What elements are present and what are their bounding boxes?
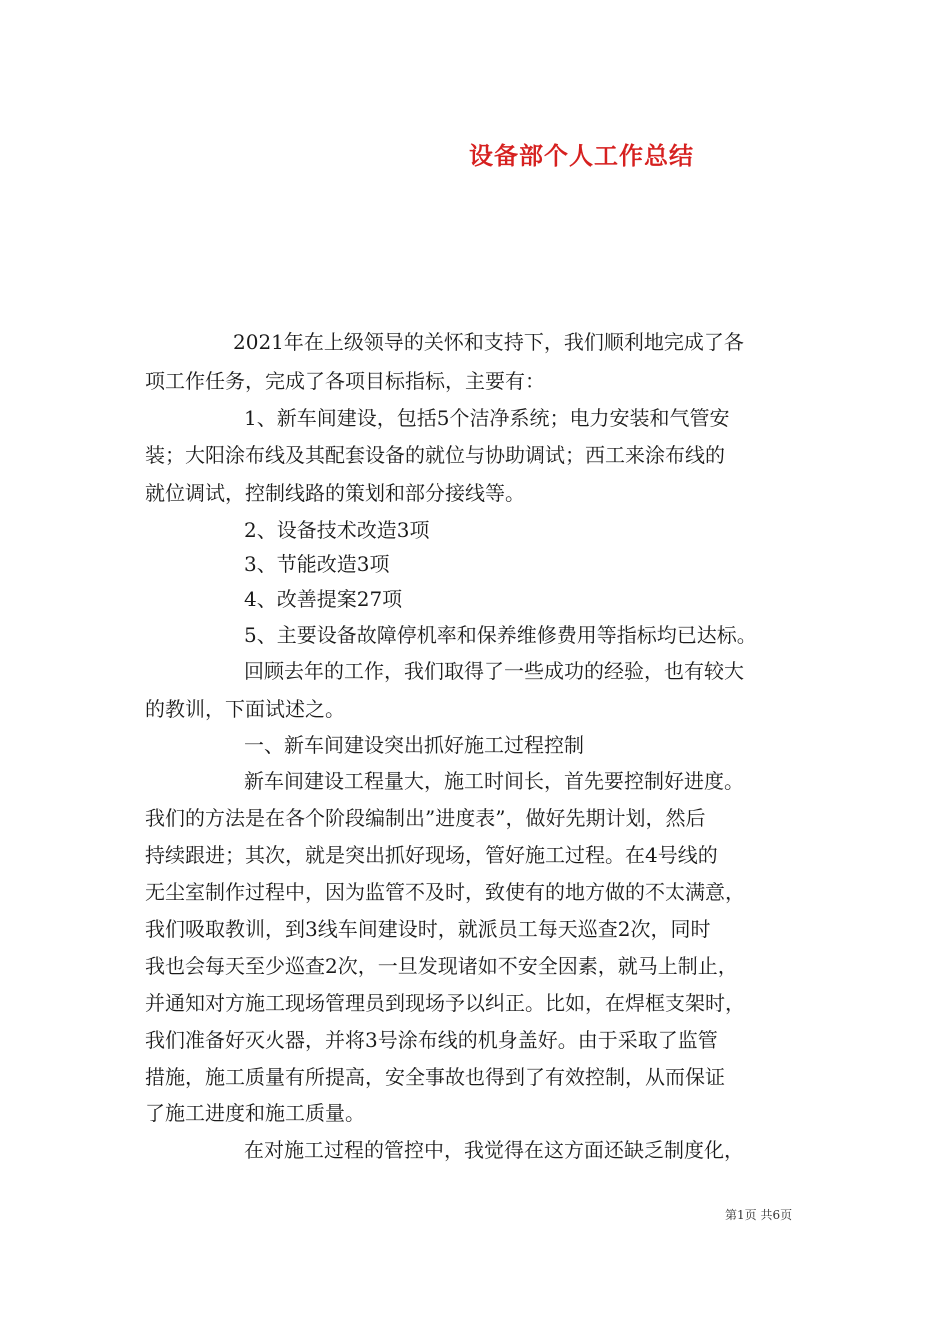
paragraph-line-9: 5、主要设备故障停机率和保养维修费用等指标均已达标。 xyxy=(244,623,757,647)
paragraph-line-22: 在对施工过程的管控中，我觉得在这方面还缺乏制度化， xyxy=(244,1138,744,1162)
section-heading-1: 一、新车间建设突出抓好施工过程控制 xyxy=(244,733,584,757)
paragraph-line-2: 项工作任务，完成了各项目标指标，主要有： xyxy=(145,369,545,393)
paragraph-line-16: 我们吸取教训，到3线车间建设时，就派员工每天巡查2次，同时 xyxy=(145,917,711,941)
paragraph-line-18: 并通知对方施工现场管理员到现场予以纠正。比如，在焊框支架时， xyxy=(145,991,745,1015)
document-title: 设备部个人工作总结 xyxy=(469,141,694,170)
page-footer: 第1页 共6页 xyxy=(725,1208,793,1222)
paragraph-line-19: 我们准备好灭火器，并将3号涂布线的机身盖好。由于采取了监管 xyxy=(145,1028,718,1052)
paragraph-line-15: 无尘室制作过程中，因为监管不及时，致使有的地方做的不太满意， xyxy=(145,880,745,904)
paragraph-line-8: 4、改善提案27项 xyxy=(244,587,403,611)
paragraph-line-1: 2021年在上级领导的关怀和支持下，我们顺利地完成了各 xyxy=(233,330,744,354)
paragraph-line-17: 我也会每天至少巡查2次，一旦发现诸如不安全因素，就马上制止， xyxy=(145,954,738,978)
paragraph-line-10: 回顾去年的工作，我们取得了一些成功的经验，也有较大 xyxy=(244,659,744,683)
paragraph-line-21: 了施工进度和施工质量。 xyxy=(145,1101,365,1125)
paragraph-line-5: 就位调试，控制线路的策划和部分接线等。 xyxy=(145,481,525,505)
paragraph-line-4: 装；大阳涂布线及其配套设备的就位与协助调试；西工来涂布线的 xyxy=(145,443,725,467)
paragraph-line-3: 1、新车间建设，包括5个洁净系统；电力安装和气管安 xyxy=(244,406,730,430)
paragraph-line-13: 我们的方法是在各个阶段编制出”进度表”，做好先期计划，然后 xyxy=(145,806,706,830)
paragraph-line-11: 的教训，下面试述之。 xyxy=(145,697,345,721)
paragraph-line-12: 新车间建设工程量大，施工时间长，首先要控制好进度。 xyxy=(244,769,744,793)
paragraph-line-7: 3、节能改造3项 xyxy=(244,552,390,576)
paragraph-line-14: 持续跟进；其次，就是突出抓好现场，管好施工过程。在4号线的 xyxy=(145,843,718,867)
paragraph-line-6: 2、设备技术改造3项 xyxy=(244,518,430,542)
paragraph-line-20: 措施，施工质量有所提高，安全事故也得到了有效控制，从而保证 xyxy=(145,1065,725,1089)
